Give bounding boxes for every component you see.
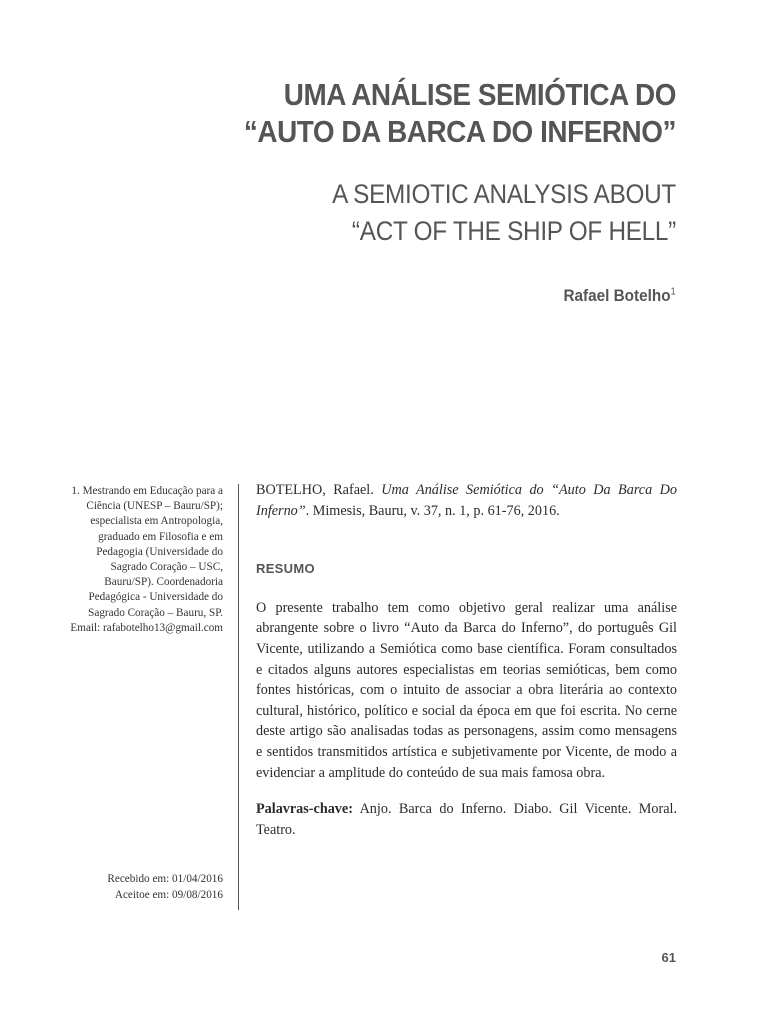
title-en-line-1: A SEMIOTIC ANALYSIS ABOUT	[332, 179, 676, 209]
title-pt-line-1: UMA ANÁLISE SEMIÓTICA DO	[283, 77, 676, 112]
submission-dates	[60, 872, 223, 903]
abstract-text: O presente trabalho tem como objetivo geral realizar uma análise abrangente sobre o livro “Auto da Barca do Inferno”, do português Gil Vicente, utilizando a Semiótica como base científica. Foram consultados e citados alguns autores especialistas em teorias semióticas, bem como fontes históricas, com o intuito de associar a obra literária ao contexto cultural, histórico, político e social da época em que foi escrita. No cerne deste artigo são analisadas todas as personagens, assim como mensagens e sentidos transmitidos artística e subjetivamente por Vicente, de modo a evidenciar a amplitude do conteúdo de sua mais famosa obra.	[256, 599, 677, 781]
abstract-heading: RESUMO	[256, 561, 315, 577]
title-english	[172, 176, 676, 250]
title-pt-line-2: “AUTO DA BARCA DO INFERNO”	[243, 114, 676, 149]
keywords-list: Anjo. Barca do Inferno. Diabo. Gil Vicente. Moral. Teatro.	[256, 801, 677, 838]
author-footnote: 1. Mestrando em Educação para a Ciência (UNESP – Bauru/SP); especialista em Antropologia, graduado em Filosofia e em Pedagogia (Universidade do Sagrado Coração – USC, Bauru/SP). Coordenadoria Pedagógica - Universidade do Sagrado Coração – Bauru, SP. Email: rafabotelho13@gmail.com	[70, 485, 223, 634]
page-number: 61	[661, 950, 676, 965]
citation-author: BOTELHO, Rafael.	[256, 482, 374, 498]
author-name: Rafael Botelho	[563, 286, 671, 305]
author-footnote-marker: 1	[670, 286, 676, 298]
citation-rest: . Mimesis, Bauru, v. 37, n. 1, p. 61-76, 2016.	[305, 502, 560, 519]
title-en-line-2: “ACT OF THE SHIP OF HELL”	[351, 216, 676, 246]
keywords-label: Palavras-chave:	[256, 801, 353, 818]
accepted-date: Aceitoe em: 09/08/2016	[114, 888, 223, 901]
title-portuguese	[172, 76, 676, 150]
citation	[256, 480, 677, 521]
keywords	[256, 799, 677, 840]
main-column	[256, 480, 677, 840]
column-divider	[238, 484, 239, 910]
citation-title: Uma Análise Semiótica do “Auto Da Barca Do Inferno”	[256, 482, 677, 519]
received-date: Recebido em: 01/04/2016	[107, 873, 223, 885]
author-byline	[564, 286, 676, 306]
